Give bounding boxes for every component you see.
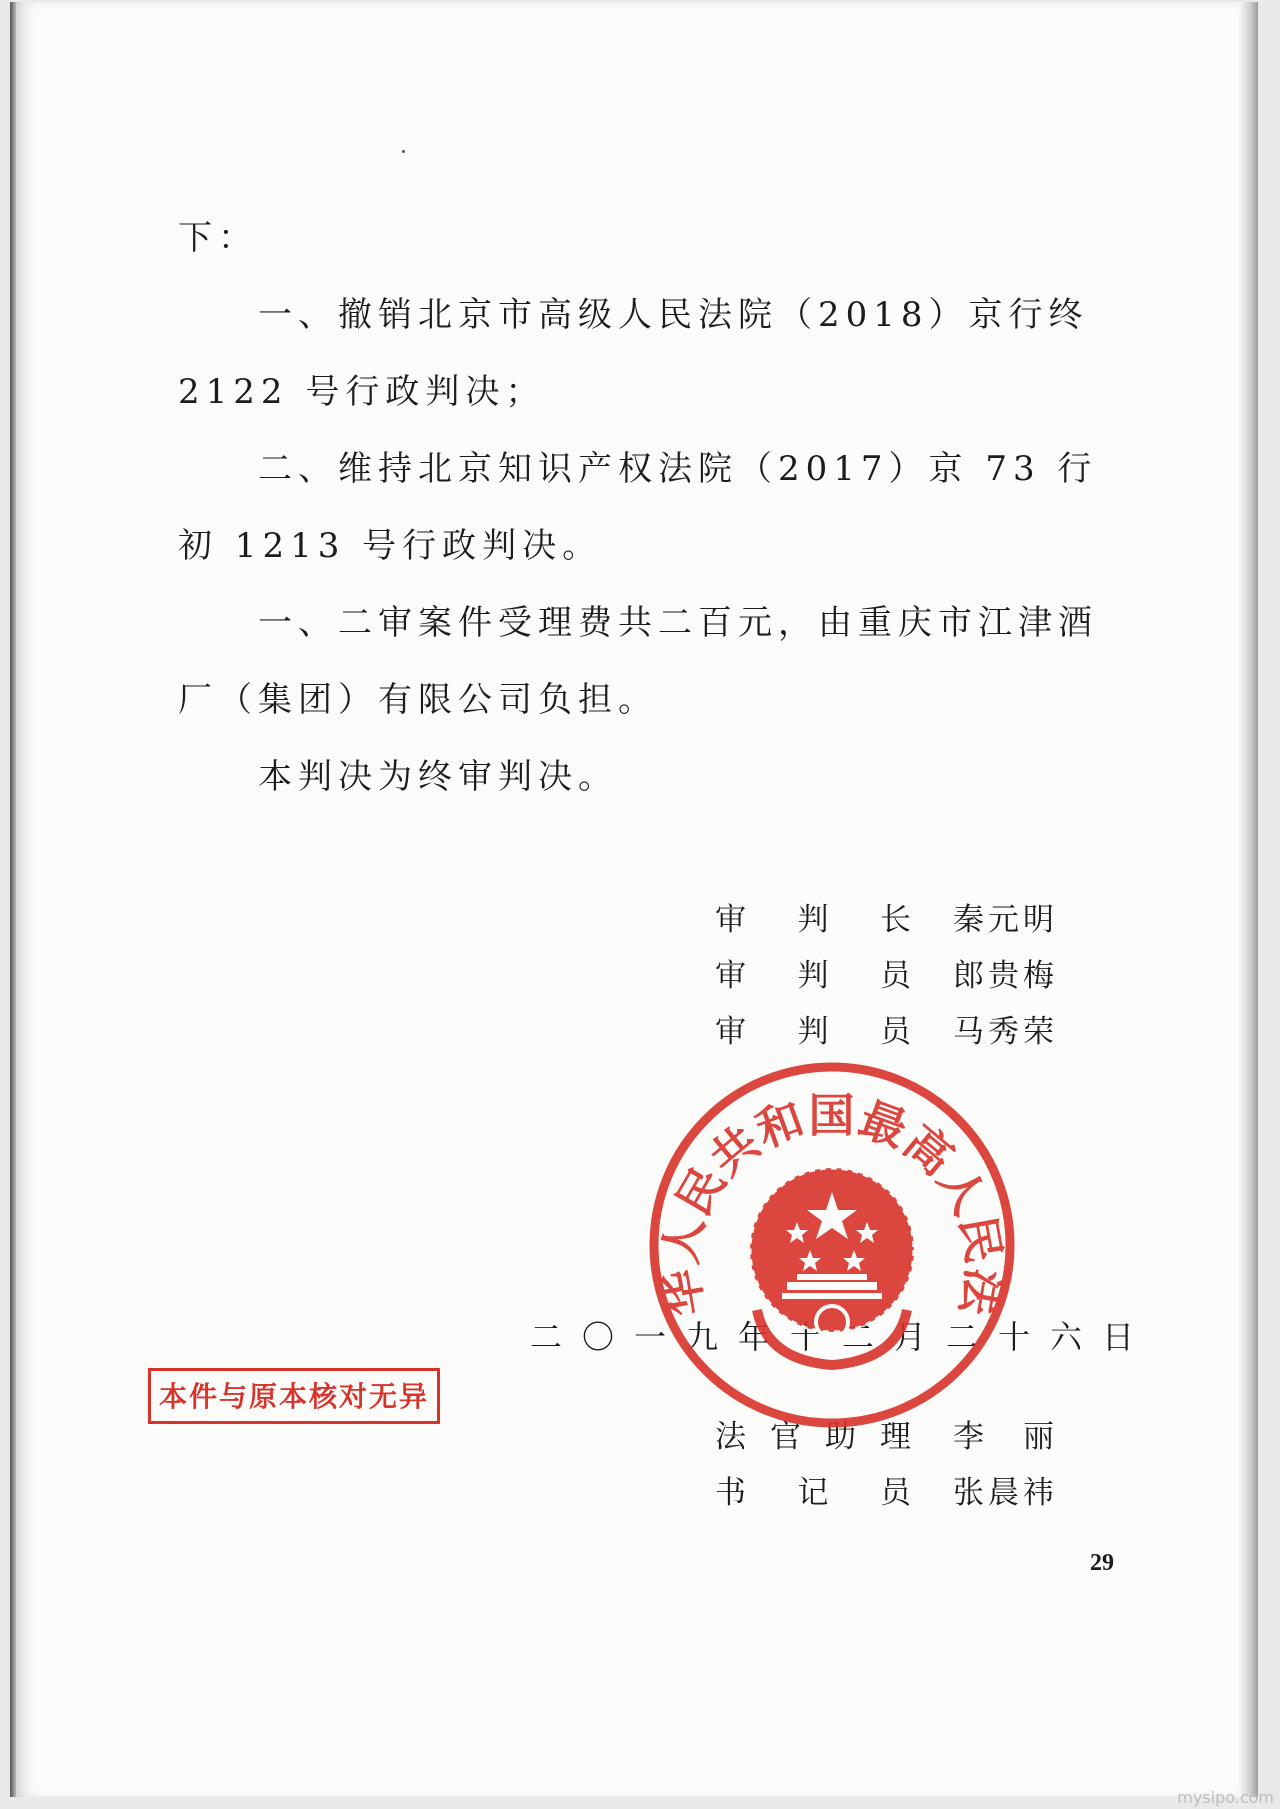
scan-speck — [402, 150, 405, 153]
judge-row — [715, 1004, 1058, 1060]
judge-name: 郎贵梅 — [953, 948, 1058, 1004]
role-char: 法 — [715, 1409, 750, 1465]
judge-role — [715, 892, 915, 948]
paragraph-final: 本判决为终审判决。 — [178, 739, 1108, 816]
role-char: 审 — [715, 948, 750, 1004]
judgment-body — [178, 200, 1108, 816]
role-char: 审 — [715, 1004, 750, 1060]
seal-text: 华人民共和国最高人民法 — [647, 1060, 1011, 1320]
paragraph-item-1: 一、撤销北京市高级人民法院（2018）京行终 2122 号行政判决； — [178, 277, 1108, 431]
national-emblem-icon — [750, 1168, 914, 1365]
judgment-date: 二〇一九年十二月二十六日 — [530, 1312, 1154, 1358]
role-char: 判 — [798, 1004, 833, 1060]
judge-role — [715, 948, 915, 1004]
role-char: 员 — [880, 1465, 915, 1521]
role-char: 员 — [880, 1004, 915, 1060]
role-char: 理 — [880, 1409, 915, 1465]
page-number: 29 — [1090, 1550, 1114, 1577]
clerk-row — [715, 1465, 1058, 1521]
site-watermark: mysipo.com — [1177, 1788, 1274, 1807]
role-char: 长 — [880, 892, 915, 948]
verification-stamp: 本件与原本核对无异 — [148, 1368, 440, 1424]
document-page — [10, 2, 1258, 1797]
judge-name: 秦元明 — [953, 892, 1058, 948]
role-char: 员 — [880, 948, 915, 1004]
role-char: 记 — [798, 1465, 833, 1521]
role-char: 判 — [798, 948, 833, 1004]
paragraph-intro: 下： — [178, 200, 1108, 277]
role-char: 判 — [798, 892, 833, 948]
role-char: 助 — [825, 1409, 860, 1465]
judge-name: 马秀荣 — [953, 1004, 1058, 1060]
clerk-name: 李 丽 — [953, 1409, 1058, 1465]
judges-signature-block — [715, 892, 1058, 1060]
judge-row — [715, 948, 1058, 1004]
judge-row — [715, 892, 1058, 948]
role-char: 审 — [715, 892, 750, 948]
role-char: 官 — [770, 1409, 805, 1465]
judge-role — [715, 1004, 915, 1060]
paragraph-item-2: 二、维持北京知识产权法院（2017）京 73 行初 1213 号行政判决。 — [178, 431, 1108, 585]
paragraph-fee: 一、二审案件受理费共二百元，由重庆市江津酒厂（集团）有限公司负担。 — [178, 585, 1108, 739]
clerk-role — [715, 1465, 915, 1521]
role-char: 书 — [715, 1465, 750, 1521]
binding-shadow — [10, 2, 16, 1797]
court-seal-icon — [647, 1060, 1017, 1430]
clerk-name: 张晨祎 — [953, 1465, 1058, 1521]
page-edge — [1238, 2, 1258, 1797]
